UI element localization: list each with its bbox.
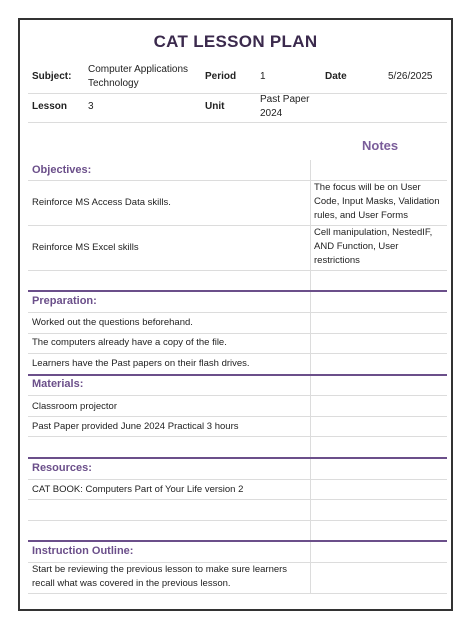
materials-item: Past Paper provided June 2024 Practical 3 hours — [32, 421, 239, 432]
objective-note: Cell manipulation, NestedIF, AND Function, User restrictions — [314, 227, 433, 266]
row-divider — [28, 499, 447, 500]
unit-value: Past Paper 2024 — [260, 94, 310, 119]
instruction-heading: Instruction Outline: — [32, 545, 134, 557]
section-divider — [28, 374, 447, 376]
section-divider — [28, 290, 447, 292]
lesson-label: Lesson — [32, 101, 68, 112]
row-divider — [28, 333, 447, 334]
row-divider — [28, 479, 447, 480]
notes-heading: Notes — [362, 138, 399, 153]
row-divider — [28, 520, 447, 521]
objective-item: Reinforce MS Access Data skills. — [32, 197, 171, 208]
subject-value: Computer Applications Technology — [88, 64, 189, 89]
row-divider — [28, 312, 447, 313]
materials-item: Classroom projector — [32, 401, 117, 412]
preparation-item: Learners have the Past papers on their flash drives. — [32, 358, 250, 369]
subject-label: Subject: — [32, 71, 72, 82]
objective-item: Reinforce MS Excel skills — [32, 242, 139, 253]
row-divider — [28, 270, 447, 271]
row-divider — [28, 436, 447, 437]
row-divider — [28, 395, 447, 396]
instruction-text: Start be reviewing the previous lesson to make sure learners recall what was covered in the previous lesson. — [32, 564, 288, 589]
resources-item: CAT BOOK: Computers Part of Your Life version 2 — [32, 484, 244, 495]
row-divider — [28, 416, 447, 417]
header-divider — [28, 122, 447, 123]
period-value: 1 — [260, 71, 266, 82]
preparation-item: The computers already have a copy of the file. — [32, 337, 227, 348]
section-divider — [28, 457, 447, 459]
objective-note: The focus will be on User Code, Input Masks, Validation rules, and User Forms — [314, 182, 440, 221]
section-divider — [28, 540, 447, 542]
page-title: CAT LESSON PLAN — [153, 32, 318, 51]
row-divider — [28, 353, 447, 354]
materials-heading: Materials: — [32, 378, 84, 390]
period-label: Period — [205, 71, 237, 82]
preparation-heading: Preparation: — [32, 295, 97, 307]
preparation-item: Worked out the questions beforehand. — [32, 317, 193, 328]
objectives-heading: Objectives: — [32, 164, 92, 176]
resources-heading: Resources: — [32, 462, 92, 474]
unit-label: Unit — [205, 101, 225, 112]
row-divider — [28, 593, 447, 594]
date-value: 5/26/2025 — [388, 71, 433, 82]
header-divider — [28, 93, 447, 94]
lesson-plan-page — [18, 18, 453, 611]
date-label: Date — [325, 71, 347, 82]
lesson-value: 3 — [88, 101, 94, 112]
